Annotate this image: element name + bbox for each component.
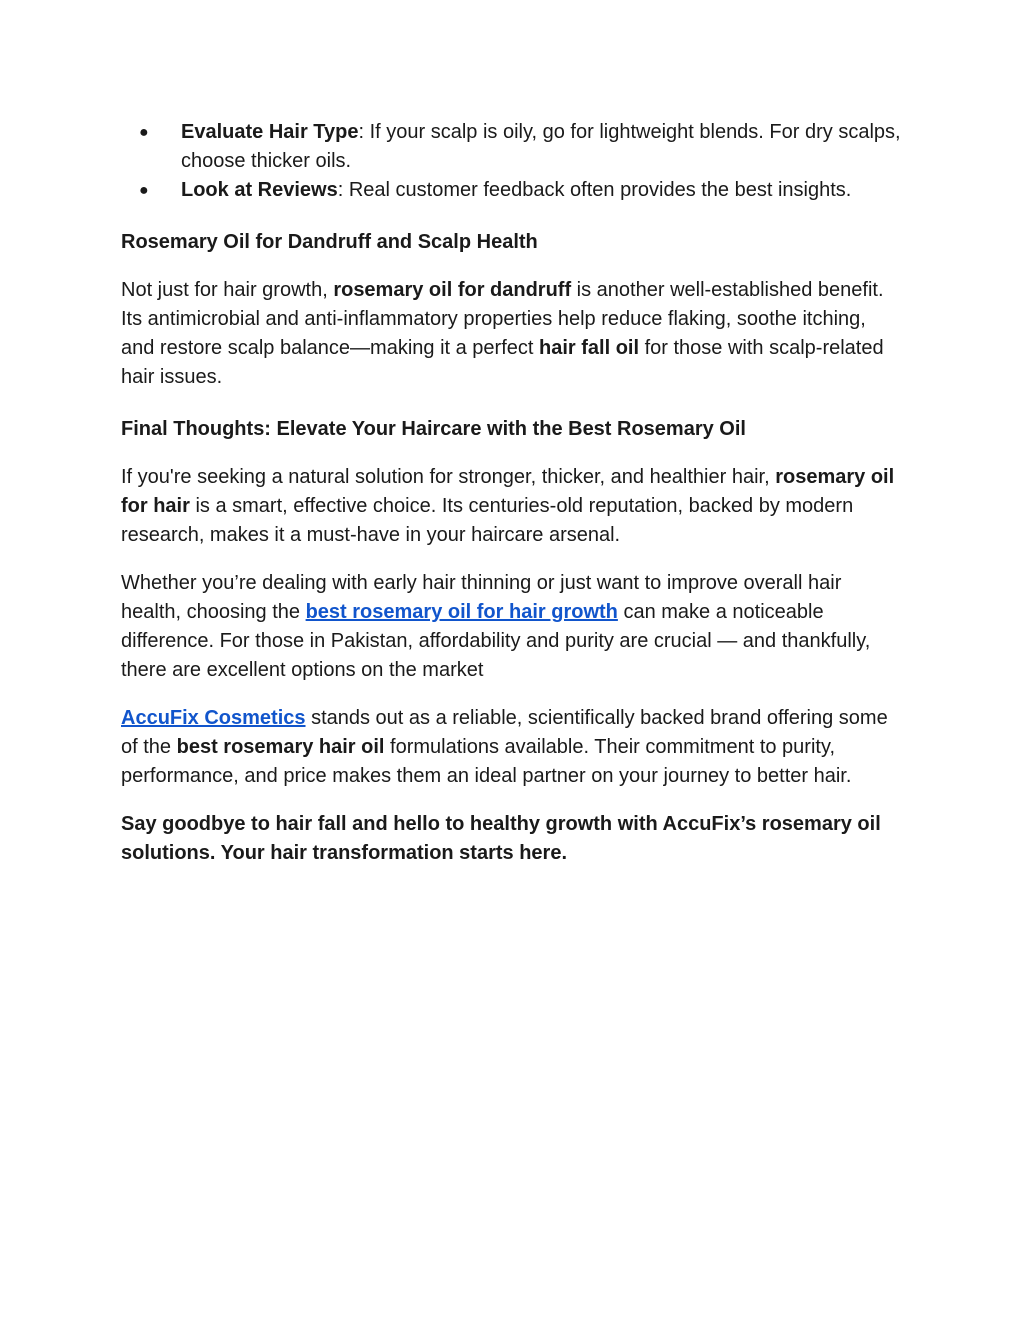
final-paragraph-3 [121, 704, 903, 791]
list-item [121, 176, 903, 205]
bullet-text: : Real customer feedback often provides the best insights. [337, 179, 852, 201]
final-paragraph-2 [121, 569, 903, 685]
bold-keyword: rosemary oil for hair [121, 466, 895, 517]
document-content [121, 118, 903, 868]
bullet-term: Look at Reviews [181, 179, 338, 201]
text-run: Whether you’re dealing with early hair thinning or just want to improve overall hair health, choosing the [121, 572, 842, 623]
text-run: formulations available. Their commitment to purity, performance, and price makes them an ideal partner on your journey to better hair. [121, 736, 852, 787]
text-run: can make a noticeable difference. For those in Pakistan, affordability and purity are crucial — and thankfully, there are excellent options on the market [121, 601, 871, 681]
bullet-text: : If your scalp is oily, go for lightweight blends. For dry scalps, choose thicker oils. [181, 121, 901, 172]
final-paragraph-1 [121, 463, 903, 550]
bullet-icon: ● [139, 124, 149, 141]
text-run: is another well-established benefit. Its antimicrobial and anti-inflammatory properties help reduce flaking, soothe itching, and restore scalp balance—making it a perfect [121, 279, 884, 359]
section-heading-dandruff: Rosemary Oil for Dandruff and Scalp Health [121, 231, 538, 253]
text-run: Not just for hair growth, [121, 279, 334, 301]
accufix-cosmetics-link[interactable]: AccuFix Cosmetics [121, 707, 306, 729]
text-run: for those with scalp-related hair issues. [121, 337, 884, 388]
text-run: is a smart, effective choice. Its centuries-old reputation, backed by modern research, makes it a must-have in your haircare arsenal. [121, 495, 854, 546]
bullet-icon: ● [139, 182, 149, 199]
bullet-term: Evaluate Hair Type [181, 121, 359, 143]
bold-keyword: best rosemary hair oil [176, 736, 385, 758]
best-rosemary-oil-link[interactable]: best rosemary oil for hair growth [305, 601, 618, 623]
section-heading-final-thoughts: Final Thoughts: Elevate Your Haircare with the Best Rosemary Oil [121, 418, 746, 440]
tips-list [121, 118, 903, 205]
dandruff-paragraph [121, 276, 903, 392]
bold-keyword: hair fall oil [539, 337, 640, 359]
bold-keyword: rosemary oil for dandruff [333, 279, 572, 301]
closing-statement: Say goodbye to hair fall and hello to healthy growth with AccuFix’s rosemary oil solutions. Your hair transformation starts here. [121, 813, 881, 864]
text-run: If you're seeking a natural solution for stronger, thicker, and healthier hair, [121, 466, 776, 488]
list-item [121, 118, 903, 176]
text-run: stands out as a reliable, scientifically backed brand offering some of the [121, 707, 888, 758]
